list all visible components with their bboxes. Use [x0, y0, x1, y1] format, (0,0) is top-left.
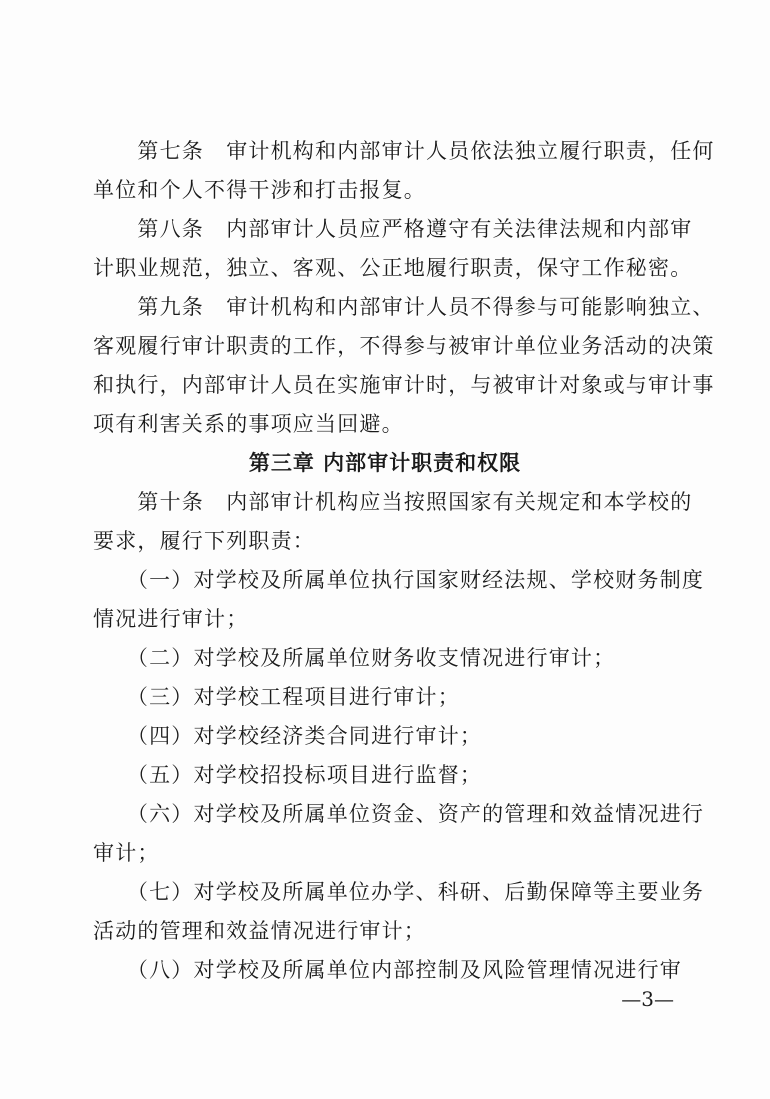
text-line: 活动的管理和效益情况进行审计； [93, 919, 426, 943]
text-line: （四）对学校经济类合同进行审计； [93, 724, 483, 748]
text-line: （六）对学校及所属单位资金、资产的管理和效益情况进行 [93, 802, 705, 826]
text-line: 情况进行审计； [93, 607, 249, 631]
text-line: 计职业规范，独立、客观、公正地履行职责，保守工作秘密。 [93, 256, 693, 280]
text-line: （七）对学校及所属单位办学、科研、后勤保障等主要业务 [93, 880, 705, 904]
text-line: 第七条 审计机构和内部审计人员依法独立履行职责，任何 [93, 139, 715, 163]
text-line: （八）对学校及所属单位内部控制及风险管理情况进行审 [93, 958, 682, 982]
text-line: 第九条 审计机构和内部审计人员不得参与可能影响独立、 [93, 295, 715, 319]
text-line: （三）对学校工程项目进行审计； [93, 685, 460, 709]
text-line: 第十条 内部审计机构应当按照国家有关规定和本学校的 [93, 490, 693, 514]
text-line: 和执行，内部审计人员在实施审计时，与被审计对象或与审计事 [93, 373, 715, 397]
chapter-heading: 第三章 内部审计职责和权限 [248, 451, 522, 475]
text-line: （一）对学校及所属单位执行国家财经法规、学校财务制度 [93, 568, 705, 592]
text-line: 客观履行审计职责的工作，不得参与被审计单位业务活动的决策 [93, 334, 715, 358]
text-line: 项有利害关系的事项应当回避。 [93, 412, 404, 436]
text-line: 审计； [93, 841, 160, 865]
text-line: （五）对学校招投标项目进行监督； [93, 763, 483, 787]
page-number: —3— [621, 987, 674, 1011]
text-line: （二）对学校及所属单位财务收支情况进行审计； [93, 646, 616, 670]
text-line: 第八条 内部审计人员应严格遵守有关法律法规和内部审 [93, 217, 693, 241]
text-line: 要求，履行下列职责： [93, 529, 315, 553]
text-line: 单位和个人不得干涉和打击报复。 [93, 178, 426, 202]
